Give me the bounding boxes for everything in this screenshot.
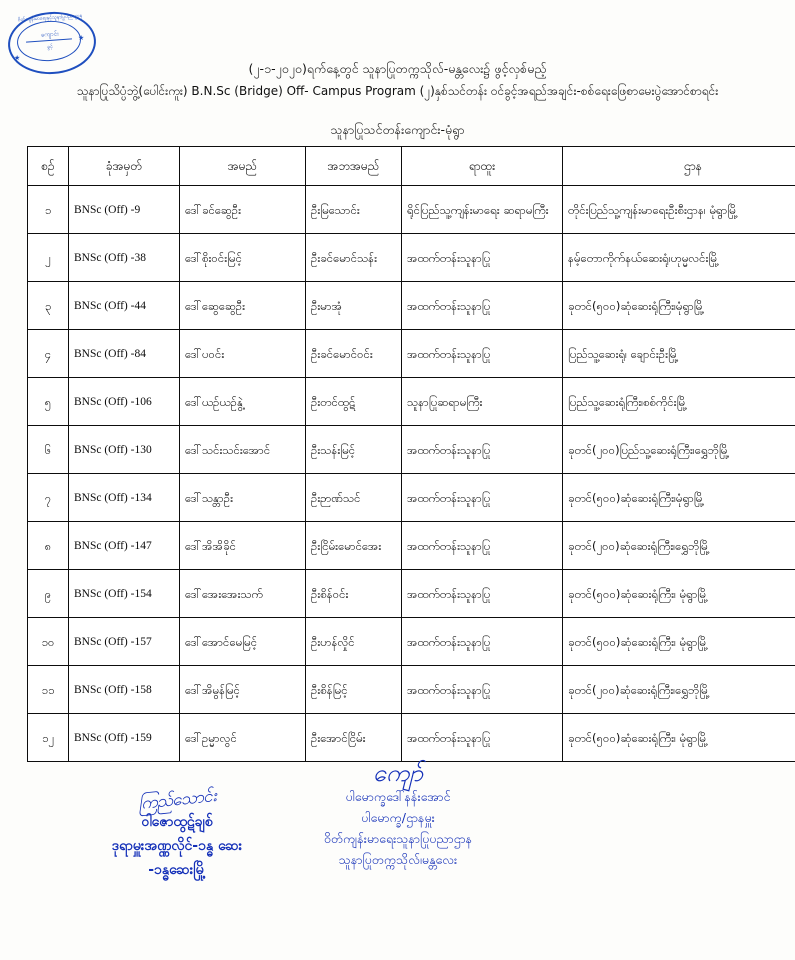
column-header-reg: ခုံအမှတ် [69, 147, 180, 186]
stamp-top-text: ဝိတ်ကျန်းမာရေးနှင့်သူနာပြုပညာဌာန [17, 12, 83, 24]
cell-place: နမ့်တောကိုက်နယ်ဆေးရုံ၊ဟုမ္မလင်းမြို့ [563, 234, 795, 282]
handwritten-signature: ကျော် [372, 759, 424, 787]
cell-rank: အထက်တန်းသူနာပြု [402, 666, 563, 714]
page-title: သူနာပြုသင်တန်းကျောင်း-မုံရွာ [330, 122, 465, 137]
cell-name: ဒေါ်သင်းသင်းအောင် [180, 426, 306, 474]
cell-reg: BNSc (Off) -106 [69, 378, 180, 426]
cell-place: ခုတင်(၂၀၀)ပြည်သူ့ဆေးရုံကြီး၊ရွှေဘိုမြို့ [563, 426, 795, 474]
signature-center-line-4: သူနာပြုတက္ကသိုလ်၊မန္တလေး [338, 852, 458, 867]
cell-rank: အထက်တန်းသူနာပြု [402, 714, 563, 762]
cell-reg: BNSc (Off) -38 [69, 234, 180, 282]
column-header-rank: ရာထူး [402, 147, 563, 186]
table-row [28, 186, 795, 234]
cell-no: ၅ [28, 378, 69, 426]
signature-left-line-1: ဝါဇောထွဋ်ချစ် [141, 814, 213, 830]
cell-father: ဦးစိန်မြင့် [306, 666, 402, 714]
cell-name: ဒေါ်ပဝင်း [180, 330, 306, 378]
cell-father: ဦးသန်းမြင့် [306, 426, 402, 474]
cell-place: ခုတင်(၅၀၀)ဆုံဆေးရုံကြီး၊မုံရွာမြို့ [563, 282, 795, 330]
cell-name: ဒေါ်အေးအေးသက် [180, 570, 306, 618]
cell-place: ခုတင်(၅၀၀)ဆုံဆေးရုံကြီး၊ မုံရွာမြို့ [563, 618, 795, 666]
cell-place: ခုတင်(၅၀၀)ဆုံဆေးရုံကြီး၊မုံရွာမြို့ [563, 474, 795, 522]
cell-father: ဦးတင်ထွဋ် [306, 378, 402, 426]
cell-place: ပြည်သူ့ဆေးရုံကြီး၊စစ်ကိုင်းမြို့ [563, 378, 795, 426]
table-row [28, 618, 795, 666]
column-header-name: အမည် [180, 147, 306, 186]
table-row [28, 714, 795, 762]
cell-no: ၁၀ [28, 618, 69, 666]
cell-name: ဒေါ်စိုးဝင်းမြင့် [180, 234, 306, 282]
cell-reg: BNSc (Off) -44 [69, 282, 180, 330]
cell-father: ဦးအောင်ငြိမ်း [306, 714, 402, 762]
cell-reg: BNSc (Off) -9 [69, 186, 180, 234]
cell-reg: BNSc (Off) -154 [69, 570, 180, 618]
cell-rank: အထက်တန်းသူနာပြု [402, 522, 563, 570]
table-row [28, 522, 795, 570]
signature-left-line-2: ဒုရာမှူးအဏ္ဏလိုင်-၁န္ဓ ဆေး [111, 838, 243, 854]
cell-name: ဒေါ်အောင်မေမြင့် [180, 618, 306, 666]
cell-no: ၇ [28, 474, 69, 522]
table-row [28, 666, 795, 714]
cell-rank: အထက်တန်းသူနာပြု [402, 618, 563, 666]
cell-no: ၈ [28, 522, 69, 570]
cell-place: ခုတင်(၂၀၀)ဆုံဆေးရုံကြီး၊ရွှေဘိုမြို့ [563, 666, 795, 714]
cell-rank: အထက်တန်းသူနာပြု [402, 282, 563, 330]
document-header [0, 58, 795, 102]
cell-name: ဒေါ်ဆွေဆွေဦး [180, 282, 306, 330]
cell-rank: အထက်တန်းသူနာပြု [402, 426, 563, 474]
cell-no: ၁ [28, 186, 69, 234]
cell-no: ၁၂ [28, 714, 69, 762]
cell-reg: BNSc (Off) -157 [69, 618, 180, 666]
handwritten-signature: ကြည်သောင်း [137, 785, 217, 815]
cell-place: ခုတင်(၅၀၀)ဆုံဆေးရုံကြီး၊ မုံရွာမြို့ [563, 714, 795, 762]
header-line-2: သူနာပြုသိပ္ပံဘွဲ့(ပေါင်းကူး) B.N.Sc (Bridge) Off- Campus Program (၂)နှစ်သင်တန်း ဝင်ခွင့်အရည်အချင်း-စစ်ရေးဖြေစာမေးပွဲအောင်စာရင်း [76, 84, 719, 98]
cell-no: ၆ [28, 426, 69, 474]
cell-rank: အထက်တန်းသူနာပြု [402, 234, 563, 282]
header-line-1: (၂-၁-၂၀၂၀)ရက်နေ့တွင် သူနာပြုတက္ကသိုလ်-မန္တလေး၌ ဖွင့်လှစ်မည့် [248, 61, 547, 76]
signature-left-line-3: -၁န္ဓဆေးမြို့ [148, 862, 206, 878]
cell-name: ဒေါ်ခင်ဆွေဦး [180, 186, 306, 234]
cell-father: ဦးဉာဏ်သင် [306, 474, 402, 522]
cell-rank: အထက်တန်းသူနာပြု [402, 474, 563, 522]
cell-no: ၃ [28, 282, 69, 330]
cell-reg: BNSc (Off) -84 [69, 330, 180, 378]
table-row [28, 378, 795, 426]
cell-no: ၄ [28, 330, 69, 378]
cell-father: ဦးမြသောင်း [306, 186, 402, 234]
cell-father: ဦးငြိမ်းမောင်အေး [306, 522, 402, 570]
signature-block-center [248, 760, 548, 870]
cell-name: ဒေါ်သန္တာဦး [180, 474, 306, 522]
cell-no: ၉ [28, 570, 69, 618]
star-icon: ★ [78, 34, 85, 42]
cell-reg: BNSc (Off) -130 [69, 426, 180, 474]
cell-father: ဦးမာအုံ [306, 282, 402, 330]
cell-name: ဒေါ်ယဉ်ယဉ်နွဲ့ [180, 378, 306, 426]
table-row [28, 330, 795, 378]
cell-reg: BNSc (Off) -159 [69, 714, 180, 762]
cell-father: ဦးခင်မောင်သန်း [306, 234, 402, 282]
cell-no: ၁၁ [28, 666, 69, 714]
table-row [28, 234, 795, 282]
table-row [28, 474, 795, 522]
cell-name: ဒေါ်အိအိခိုင် [180, 522, 306, 570]
cell-place: တိုင်းပြည်သူ့ကျန်းမာရေးဦးစီးဌာန၊ မုံရွာမြို့ [563, 186, 795, 234]
table-row [28, 282, 795, 330]
cell-place: ခုတင်(၂၀၀)ဆုံဆေးရုံကြီး၊ရွှေဘိုမြို့ [563, 522, 795, 570]
column-header-place: ဌာန [563, 147, 795, 186]
table-row [28, 570, 795, 618]
cell-reg: BNSc (Off) -134 [69, 474, 180, 522]
cell-rank: အထက်တန်းသူနာပြု [402, 330, 563, 378]
cell-rank: သူနာပြုဆရာမကြီး [402, 378, 563, 426]
cell-place: ခုတင်(၅၀၀)ဆုံဆေးရုံကြီး၊ မုံရွာမြို့ [563, 570, 795, 618]
signature-center-line-3: ဝိတ်ကျန်းမာရေးသူနာပြုပညာဌာန [323, 831, 473, 846]
cell-name: ဒေါ်အိမွန်မြင့် [180, 666, 306, 714]
cell-name: ဒေါ်ဥမ္မာလွင် [180, 714, 306, 762]
stamp-mid-text: ကျောင်း [40, 30, 60, 39]
cell-father: ဦးစိန်ဝင်း [306, 570, 402, 618]
cell-no: ၂ [28, 234, 69, 282]
cell-place: ပြည်သူ့ဆေးရုံ၊ ချောင်းဦးမြို့ [563, 330, 795, 378]
table-header-row [28, 147, 795, 186]
stamp-bottom-text: ခွင့် [47, 43, 53, 51]
column-header-no: စဉ် [28, 147, 69, 186]
cell-reg: BNSc (Off) -147 [69, 522, 180, 570]
column-header-father: အဘအမည် [306, 147, 402, 186]
cell-reg: BNSc (Off) -158 [69, 666, 180, 714]
results-table [27, 146, 795, 762]
signature-center-line-2: ပါမောက္ခ/ဌာနမှူး [361, 810, 435, 825]
cell-father: ဦးဟန်လှိုင် [306, 618, 402, 666]
cell-rank: ရိုင်ပြည်သူ့ကျန်းမာရေး ဆရာမကြီး [402, 186, 563, 234]
star-icon: ★ [14, 54, 21, 62]
cell-father: ဦးခင်မောင်ဝင်း [306, 330, 402, 378]
table-row [28, 426, 795, 474]
signature-center-line-1: ပါမောက္ခဒေါ်နန်းအောင် [345, 789, 451, 804]
cell-rank: အထက်တန်းသူနာပြု [402, 570, 563, 618]
